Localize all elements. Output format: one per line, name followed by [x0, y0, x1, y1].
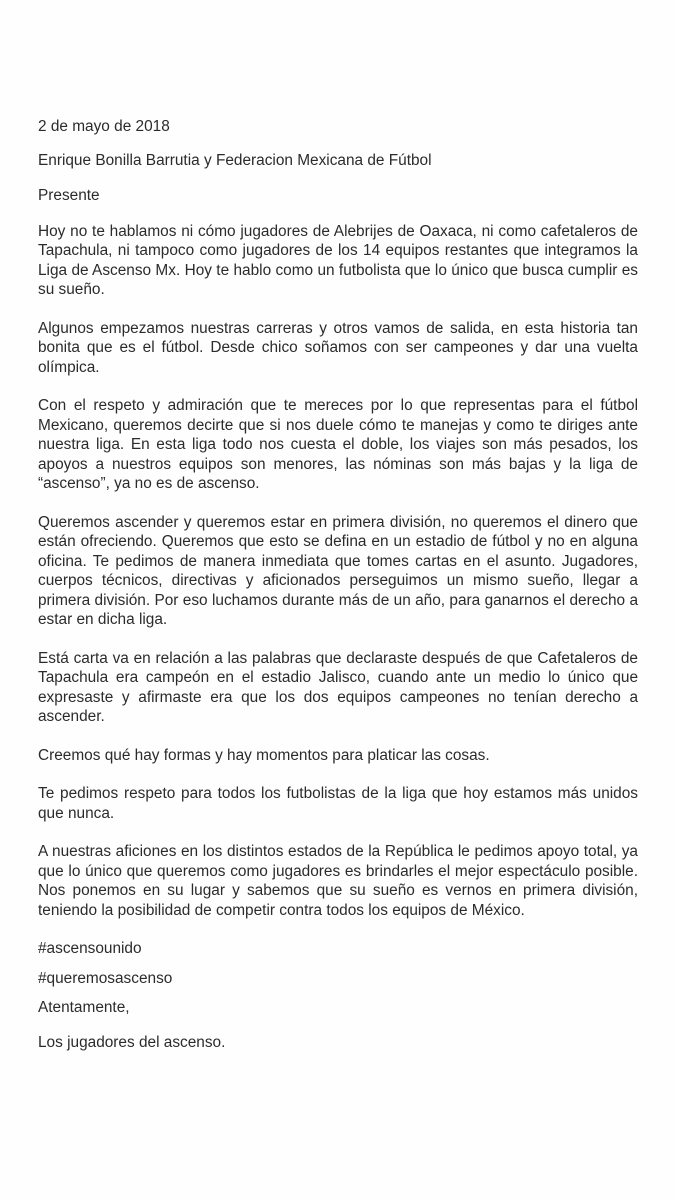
letter-closing: Atentamente, — [38, 999, 130, 1016]
hashtag: #queremosascenso — [38, 969, 173, 987]
letter-recipient: Enrique Bonilla Barrutia y Federacion Mexicana de Fútbol — [38, 151, 432, 169]
letter-paragraph: Queremos ascender y queremos estar en primera división, no queremos el dinero que están ofreciendo. Queremos que esto se defina en un estadio de fútbol y no en alguna oficina. Te pedimos de manera inmediata que tomes cartas en el asunto. Jugadores, cuerpos técnicos, directivas y aficionados perseguimos un mismo sueño, llegar a primera división. Por eso luchamos durante más de un año, para ganarnos el derecho a estar en dicha liga. — [38, 513, 638, 628]
hashtag: #ascensounido — [38, 940, 142, 957]
letter-paragraph: Está carta va en relación a las palabras que declaraste después de que Cafetaleros de Tapachula era campeón en el estadio Jalisco, cuando ante un medio lo único que expresaste y afirmaste era que los dos equipos campeones no tenían derecho a ascender. — [38, 649, 638, 725]
letter-paragraph: A nuestras aficiones en los distintos estados de la República le pedimos apoyo total, ya que lo único que queremos como jugadores es brindarles el mejor espectáculo posible. Nos ponemos en su lugar y sabemos que su sueño es vernos en primera división, teniendo la posibilidad de competir contra todos los equipos de México. — [38, 843, 638, 919]
letter-signature: Los jugadores del ascenso. — [38, 1033, 226, 1051]
letter-date: 2 de mayo de 2018 — [38, 118, 170, 135]
letter-paragraph: Algunos empezamos nuestras carreras y otros vamos de salida, en esta historia tan bonita que es el fútbol. Desde chico soñamos con ser campeones y dar una vuelta olímpica. — [38, 319, 638, 376]
letter-paragraph: Te pedimos respeto para todos los futbolistas de la liga que hoy estamos más unidos que nunca. — [38, 785, 638, 822]
letter-paragraph: Hoy no te hablamos ni cómo jugadores de Alebrijes de Oaxaca, ni como cafetaleros de Tapachula, ni tampoco como jugadores de los 14 equipos restantes que integramos la Liga de Ascenso Mx. Hoy te hablo como un futbolista que lo único que busca cumplir es su sueño. — [38, 222, 638, 298]
letter-salutation: Presente — [38, 187, 100, 204]
letter-paragraph: Con el respeto y admiración que te mereces por lo que representas para el fútbol Mexicano, queremos decirte que si nos duele cómo te manejas y como te diriges ante nuestra liga. En esta liga todo nos cuesta el doble, los viajes son más pesados, los apoyos a nuestros equipos son menores, las nóminas son más bajas y la liga de “ascenso”, ya no es de ascenso. — [38, 397, 638, 492]
letter-paragraph: Creemos qué hay formas y hay momentos para platicar las cosas. — [38, 746, 490, 764]
letter-body — [38, 117, 638, 1052]
